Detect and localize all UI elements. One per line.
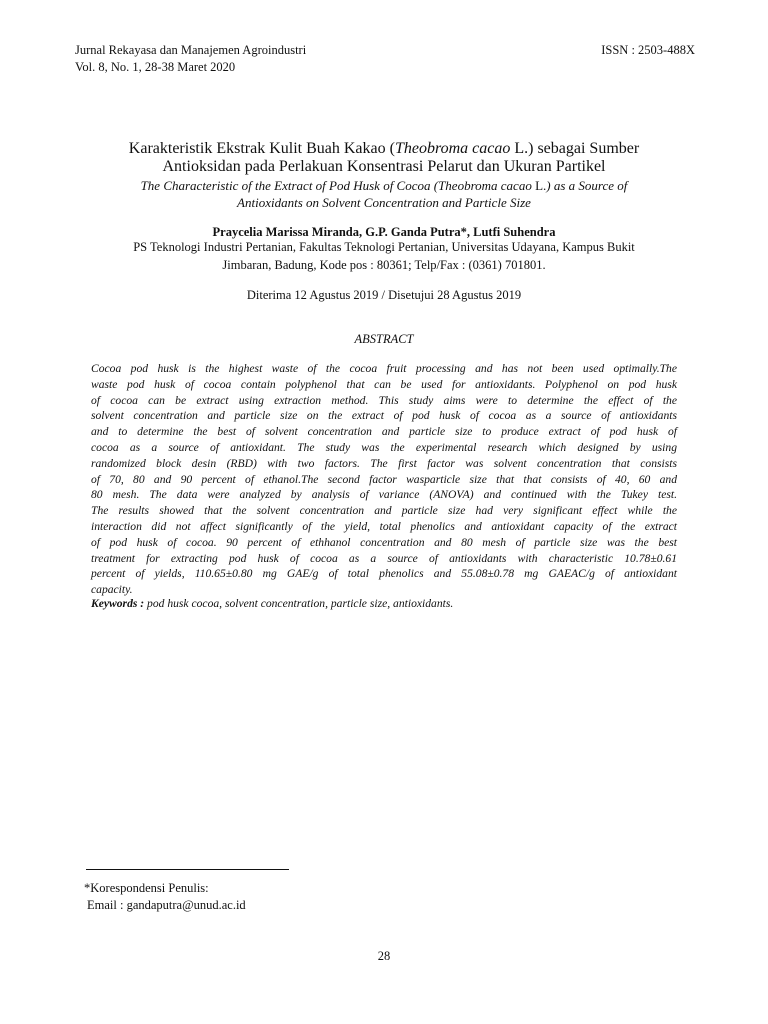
journal-name: Jurnal Rekayasa dan Manajemen Agroindustri bbox=[75, 43, 307, 57]
title-indonesian-line1: Karakteristik Ekstrak Kulit Buah Kakao (Theobroma cacao L.) sebagai Sumber bbox=[128, 140, 640, 157]
abstract-line: treatment for extracting pod husk of cocoa as a source of antioxidants with characteristic 10.78±0.61 bbox=[91, 551, 677, 565]
title-english-line2: Antioxidants on Solvent Concentration and Particle Size bbox=[237, 195, 531, 210]
abstract-line: capacity. bbox=[91, 583, 133, 597]
keywords-label: Keywords : bbox=[91, 597, 145, 610]
abstract-line: Cocoa pod husk is the highest waste of the cocoa fruit processing and has not been used optimally.The bbox=[91, 362, 677, 375]
abstract-line: of cocoa can be extract using extraction method. This study aims were to determine the effect of the bbox=[91, 393, 677, 407]
abstract-line: percent of yields, 110.65±0.80 mg GAE/g of total phenolics and 55.08±0.78 mg GAEAC/g of antioxidant bbox=[91, 567, 677, 581]
keywords bbox=[91, 596, 691, 612]
journal-volume: Vol. 8, No. 1, 28-38 Maret 2020 bbox=[75, 60, 236, 74]
page-number: 28 bbox=[377, 949, 391, 963]
abstract-line: randomized block desin (RBD) with two factors. The first factor was solvent concentration that consists bbox=[91, 456, 677, 470]
correspondence-email: Email : gandaputra@unud.ac.id bbox=[87, 898, 246, 912]
received-accepted-dates: Diterima 12 Agustus 2019 / Disetujui 28 Agustus 2019 bbox=[246, 288, 522, 302]
abstract-line: interaction did not affect significantly of the yield, total phenolics and antioxidant capacity of the extract bbox=[91, 519, 677, 533]
abstract-line: waste pod husk of cocoa contain polyphenol that can be used for antioxidants. Polyphenol on pod husk bbox=[91, 377, 677, 391]
keywords-text: pod husk cocoa, solvent concentration, particle size, antioxidants. bbox=[144, 597, 454, 610]
abstract-line: and to determine the best of solvent concentration and particle size to produce extract of pod husk of bbox=[91, 425, 677, 439]
abstract-heading: ABSTRACT bbox=[354, 332, 414, 346]
footnote-separator bbox=[86, 869, 289, 870]
title-english-line1: The Characteristic of the Extract of Pod Husk of Cocoa (Theobroma cacao L.) as a Source of bbox=[140, 178, 628, 193]
correspondence-label: *Korespondensi Penulis: bbox=[84, 881, 209, 895]
authors: Praycelia Marissa Miranda, G.P. Ganda Putra*, Lutfi Suhendra bbox=[212, 225, 556, 239]
abstract-body bbox=[91, 361, 677, 598]
affiliation-line2: Jimbaran, Badung, Kode pos : 80361; Telp/Fax : (0361) 701801. bbox=[222, 258, 546, 272]
abstract-line: of 70, 80 and 90 percent of ethanol.The second factor wasparticle size that that consists of 40, 60 and bbox=[91, 472, 677, 486]
abstract-line: The results showed that the solvent concentration and particle size had very significant effect while the bbox=[91, 504, 677, 518]
title-indonesian-line2: Antioksidan pada Perlakuan Konsentrasi Pelarut dan Ukuran Partikel bbox=[162, 158, 606, 175]
abstract-line: 80 mesh. The data were analyzed by analysis of variance (ANOVA) and continued with the Tukey test. bbox=[91, 488, 677, 502]
abstract-line: of pod husk of cocoa. 90 percent of ethhanol concentration and 80 mesh of particle size was the best bbox=[91, 535, 677, 549]
affiliation-line1: PS Teknologi Industri Pertanian, Fakultas Teknologi Pertanian, Universitas Udayana, Kampus Bukit bbox=[133, 240, 635, 254]
issn: ISSN : 2503-488X bbox=[601, 43, 695, 57]
abstract-line: cocoa as a source of antioxidant. The study was the experimental research which designed by using bbox=[91, 440, 677, 454]
abstract-line: solvent concentration and particle size on the extract of pod husk of cocoa as a source of antioxidants bbox=[91, 409, 677, 423]
